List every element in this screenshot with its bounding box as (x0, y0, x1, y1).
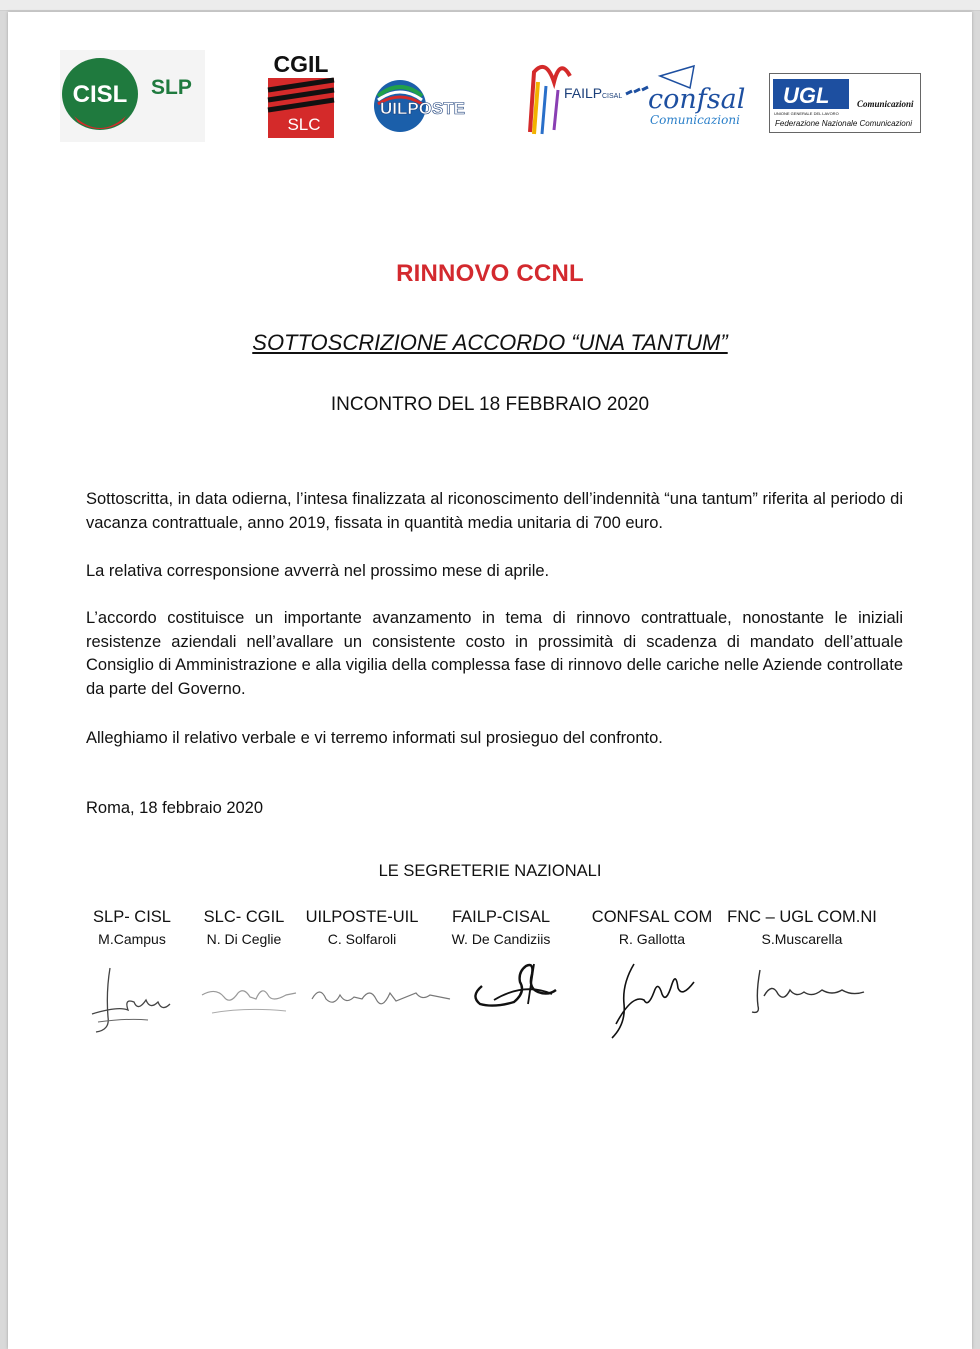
signatory-name: N. Di Ceglie (206, 931, 282, 947)
signature-de-candiziis (464, 952, 564, 1017)
document-page (8, 12, 972, 1349)
svg-text:UNIONE GENERALE DEL LAVORO: UNIONE GENERALE DEL LAVORO (774, 111, 839, 116)
paragraph-intesa: Sottoscritta, in data odierna, l’intesa finalizzata al riconoscimento dell’indennità “una tantum” riferita al periodo di vacanza contrattuale, anno 2019, fissata in quantità media unitaria di 700 euro. (86, 490, 903, 532)
svg-text:CISAL: CISAL (602, 93, 623, 100)
signatory-org: CONFSAL COM (591, 908, 713, 926)
confsal-logo (620, 64, 745, 130)
svg-text:Comunicazioni: Comunicazioni (650, 113, 740, 127)
signatory-org: UILPOSTE-UIL (305, 908, 419, 926)
cisl-slp-logo (60, 50, 205, 142)
signatory-org: FAILP-CISAL (451, 908, 551, 926)
svg-text:CISL: CISL (72, 81, 128, 108)
signatory-org: FNC – UGL COM.NI (727, 908, 877, 926)
svg-text:CGIL: CGIL (273, 51, 329, 77)
signatory-name: W. De Candiziis (451, 931, 551, 947)
signature-muscarella (742, 962, 872, 1017)
document-title: RINNOVO CCNL (396, 260, 584, 287)
logo-header (8, 12, 972, 162)
document-subtitle: SOTTOSCRIZIONE ACCORDO “UNA TANTUM” (252, 330, 728, 355)
svg-text:SLP: SLP (151, 76, 192, 99)
svg-text:Comunicazioni: Comunicazioni (857, 99, 914, 109)
signature-campus (88, 962, 183, 1037)
svg-text:Federazione Nazionale Comunica: Federazione Nazionale Comunicazioni (775, 119, 912, 128)
svg-text:confsal: confsal (648, 84, 745, 115)
svg-text:UGL: UGL (783, 83, 830, 108)
cgil-slc-logo (266, 50, 336, 142)
meeting-date-heading: INCONTRO DEL 18 FEBBRAIO 2020 (330, 394, 650, 415)
svg-text:SLC: SLC (287, 115, 321, 134)
signatory-name: C. Solfaroli (327, 931, 397, 947)
signatory-name: M.Campus (98, 931, 166, 947)
signatory-name: R. Gallotta (618, 931, 686, 947)
signatory-slp-cisl (82, 908, 182, 947)
signatory-failp-cisal (444, 908, 558, 947)
signatory-uilposte-uil (304, 908, 420, 947)
ugl-logo (769, 73, 921, 133)
signature-gallotta (602, 954, 702, 1044)
paragraph-corresponsione: La relativa corresponsione avverrà nel prossimo mese di aprile. (86, 562, 550, 580)
paragraph-accordo: L’accordo costituisce un importante avanzamento in tema di rinnovo contrattuale, nonostante le iniziali resistenze aziendali nell’avallare un consistente costo in prossimità di scadenza di mandato dell’attuale Consiglio di Amministrazione e alla vigilia della complessa fase di rinnovo delle cariche nelle Aziende controllate da parte del Governo. (86, 609, 903, 698)
signatory-fnc-ugl (724, 908, 880, 947)
place-date: Roma, 18 febbraio 2020 (86, 799, 264, 817)
svg-text:FAILP: FAILP (564, 85, 603, 101)
signatory-org: SLP- CISL (93, 908, 171, 926)
signatory-confsal-com (590, 908, 714, 947)
uilposte-logo (370, 72, 495, 134)
signatory-org: SLC- CGIL (203, 908, 285, 926)
failp-cisal-logo (524, 52, 629, 140)
signatories-header: LE SEGRETERIE NAZIONALI (378, 862, 602, 880)
signatory-slc-cgil (192, 908, 296, 947)
signatory-name: S.Muscarella (761, 931, 843, 947)
signature-di-ceglie (196, 977, 306, 1027)
window-top-bar (0, 0, 980, 11)
signature-solfaroli (306, 977, 456, 1022)
paragraph-verbale: Alleghiamo il relativo verbale e vi terremo informati sul prosieguo del confronto. (86, 729, 663, 747)
svg-text:UILPOSTE: UILPOSTE (380, 99, 466, 118)
